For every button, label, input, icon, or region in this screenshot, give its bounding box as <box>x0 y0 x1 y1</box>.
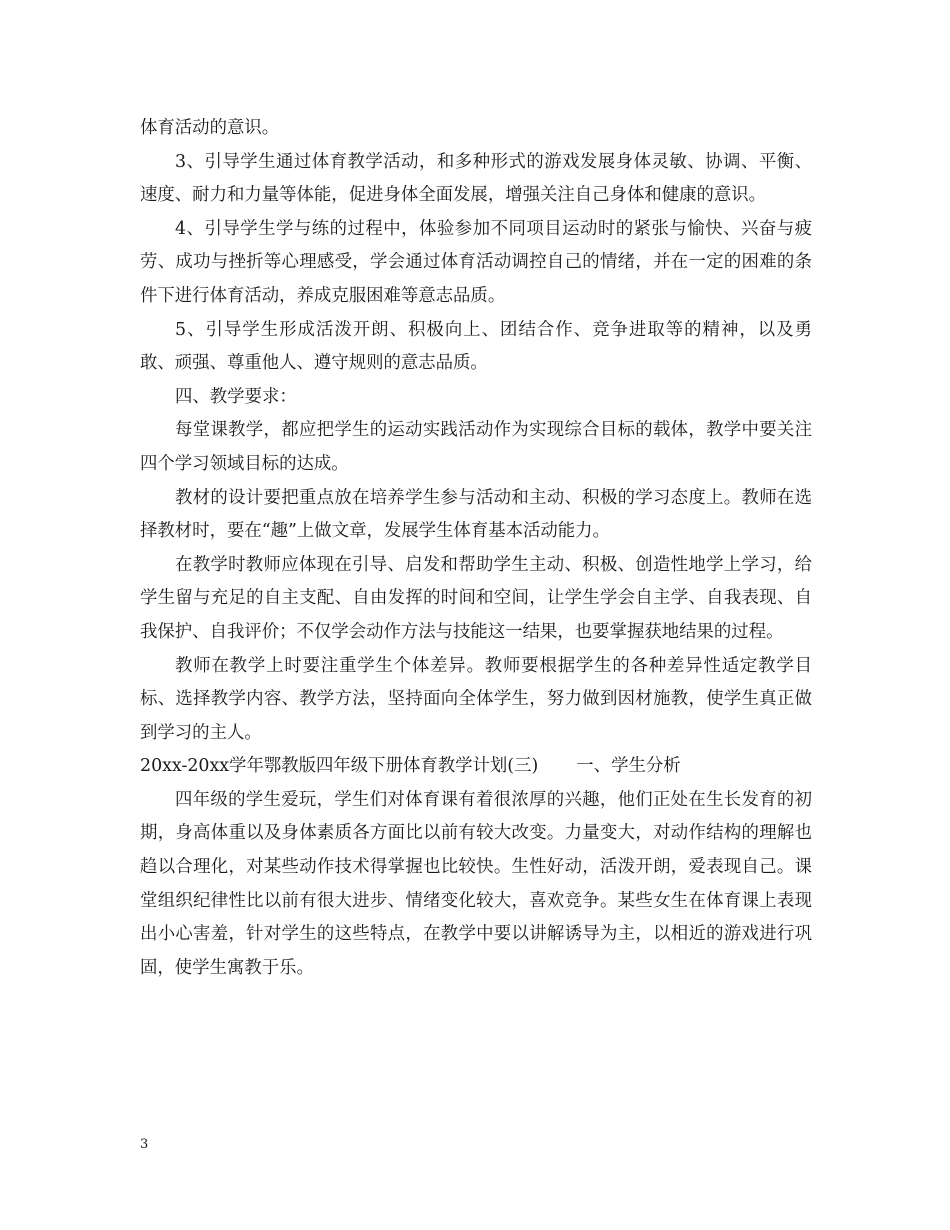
paragraph-requirement-4: 教师在教学上时要注重学生个体差异。教师要根据学生的各种差异性适定教学目标、选择教学内容、教学方法，坚持面向全体学生，努力做到因材施教，使学生真正做到学习的主人。 <box>140 655 812 743</box>
paragraph-requirement-1: 每堂课教学，都应把学生的运动实践活动作为实现综合目标的载体，教学中要关注四个学习领域目标的达成。 <box>140 420 812 474</box>
paragraph-requirement-3: 在教学时教师应体现在引导、启发和帮助学生主动、积极、创造性地学上学习，给学生留与充足的自主支配、自由发挥的时间和空间，让学生学会自主学、自我表现、自我保护、自我评价；不仅学会动作方法与技能这一结果，也要掌握获地结果的过程。 <box>140 554 812 642</box>
plan-title: 20xx-20xx学年鄂教版四年级下册体育教学计划(三) <box>140 756 539 777</box>
paragraph-requirement-2: 教材的设计要把重点放在培养学生参与活动和主动、积极的学习态度上。教师在选择教材时，要在“趣”上做文章，发展学生体育基本活动能力。 <box>140 487 812 542</box>
plan-title-line <box>140 750 812 784</box>
paragraph-goal-3: 3、引导学生通过体育教学活动，和多种形式的游戏发展身体灵敏、协调、平衡、速度、耐力和力量等体能，促进身体全面发展，增强关注自己身体和健康的意识。 <box>140 151 812 206</box>
section-heading-requirements: 四、教学要求： <box>175 386 297 407</box>
page-number: 3 <box>140 1137 149 1152</box>
paragraph-student-analysis: 四年级的学生爱玩，学生们对体育课有着很浓厚的兴趣，他们正处在生长发育的初期，身高体重以及身体素质各方面比以前有较大改变。力量变大，对动作结构的理解也趋以合理化，对某些动作技术得掌握也比较快。生性好动，活泼开朗，爱表现自己。课堂组织纪律性比以前有很大进步、情绪变化较大，喜欢竞争。某些女生在体育课上表现出小心害羞，针对学生的这些特点，在教学中要以讲解诱导为主，以相近的游戏进行巩固，使学生寓教于乐。 <box>140 789 812 978</box>
paragraph-continuation: 体育活动的意识。 <box>140 118 280 138</box>
document-body <box>140 112 812 985</box>
section-heading-student-analysis: 一、学生分析 <box>576 756 681 777</box>
paragraph-goal-4: 4、引导学生学与练的过程中，体验参加不同项目运动时的紧张与愉快、兴奋与疲劳、成功与挫折等心理感受，学会通过体育活动调控自己的情绪，并在一定的困难的条件下进行体育活动，养成克服困难等意志品质。 <box>140 218 812 306</box>
paragraph-goal-5: 5、引导学生形成活泼开朗、积极向上、团结合作、竞争进取等的精神，以及勇敢、顽强、尊重他人、遵守规则的意志品质。 <box>140 319 812 374</box>
